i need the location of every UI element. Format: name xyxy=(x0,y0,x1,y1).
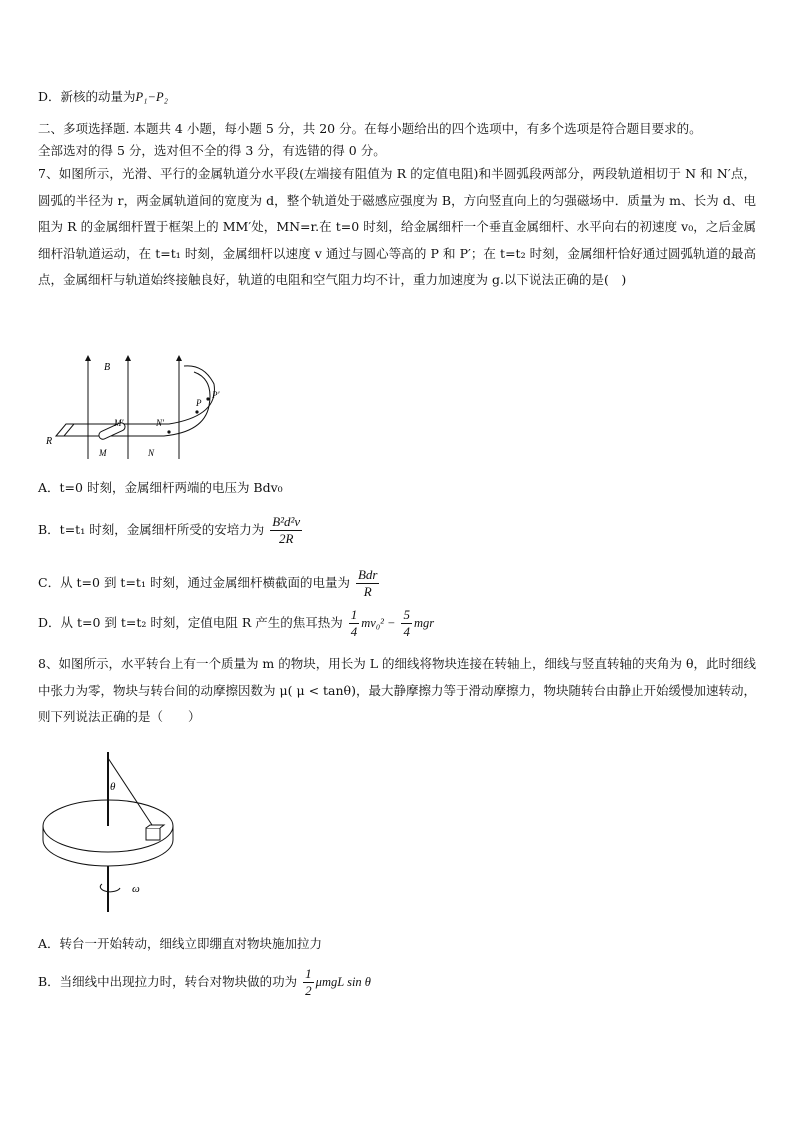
q8-option-b xyxy=(38,966,371,999)
q7-figure xyxy=(44,354,244,466)
q7-stem: 7、如图所示，光滑、平行的金属轨道分水平段(左端接有阻值为 R 的定值电阻)和半圆弧段两部分，两段轨道相切于 N 和 N′点，圆弧的半径为 r，两金属轨道间的宽度为 d，整个轨道处于磁感应强度为 B，方向竖直向上的匀强磁场中．质量为 m、长为 d、电阻为 R 的金属细杆置于框架上的 MM′处，MN=r.在 t=0 时刻，给金属细杆一个垂直金属细杆、水平向右的初速度 v₀，之后金属细杆沿轨道运动，在 t=t₁ 时刻，金属细杆以速度 v 通过与圆心等高的 P 和 P′；在 t=t₂ 时刻，金属细杆恰好通过圆弧轨道的最高点，金属细杆与轨道始终接触良好，轨道的电阻和空气阻力均不计，重力加速度为 g.以下说法正确的是( ) xyxy=(38,166,756,287)
point-p xyxy=(195,410,198,413)
label-theta: θ xyxy=(110,781,116,793)
q8-option-b-num: 1 xyxy=(305,966,312,981)
q7-option-b-text: B．t=t₁ 时刻，金属细杆所受的安培力为 xyxy=(38,522,265,537)
q8-option-b-end: μmgL sin θ xyxy=(315,975,371,989)
q7-option-c-num: Bdr xyxy=(357,567,378,582)
q7-option-c-den: R xyxy=(363,584,372,599)
q7-option-b-den: 2R xyxy=(278,531,294,546)
section2-line2: 全部选对的得 5 分，选对但不全的得 3 分，有选错的得 0 分。 xyxy=(38,143,386,158)
q7-option-c-fraction xyxy=(356,567,380,600)
q7-option-d-f1-den: 4 xyxy=(350,624,358,639)
q8-figure xyxy=(40,748,190,916)
q7-option-d-f2-num: 5 xyxy=(403,607,410,622)
q8-option-b-den: 2 xyxy=(305,983,312,998)
label-m-prime: M′ xyxy=(114,418,124,428)
option-d-label: D．新核的动量为 xyxy=(38,89,136,104)
label-r: R xyxy=(46,436,53,447)
label-p: P xyxy=(196,398,202,408)
q7-option-d-frac2 xyxy=(401,607,412,640)
option-d-expr: P₁−P₂ xyxy=(135,90,168,104)
q8-option-a: A．转台一开始转动，细线立即绷直对物块施加拉力 xyxy=(38,936,323,951)
block-top xyxy=(146,825,164,828)
q7-option-d-mid: mv₀² − xyxy=(361,616,396,630)
q7-option-d xyxy=(38,607,434,640)
q7-option-a: A．t=0 时刻，金属细杆两端的电压为 Bdv₀ xyxy=(38,480,283,495)
q7-option-d-text: D．从 t=0 到 t=t₂ 时刻，定值电阻 R 产生的焦耳热为 xyxy=(38,615,343,630)
label-m: M xyxy=(99,448,107,458)
resistor xyxy=(56,424,74,436)
point-p-prime xyxy=(206,397,209,400)
q8-stem: 8、如图所示，水平转台上有一个质量为 m 的物块，用长为 L 的细线将物块连接在转轴上，细线与竖直转轴的夹角为 θ，此时细线中张力为零，物块与转台间的动摩擦因数为 μ( μ < tanθ)，最大静摩擦力等于滑动摩擦力，物块随转台由静止开始缓慢加速转动，则下列说法正确的是（ ） xyxy=(38,656,757,724)
q7-option-d-f1-num: 1 xyxy=(350,607,358,622)
q7-option-b-num: B²d²v xyxy=(272,514,301,529)
omega-arrow xyxy=(100,884,120,892)
label-omega: ω xyxy=(132,883,140,895)
label-b: B xyxy=(104,362,111,373)
point-n xyxy=(167,430,170,433)
q7-option-c xyxy=(38,567,381,600)
q7-option-d-f2-den: 4 xyxy=(403,624,410,639)
label-p-prime: P′ xyxy=(212,390,220,400)
block xyxy=(146,828,160,840)
label-n-prime: N′ xyxy=(156,418,164,428)
q8-option-b-text: B．当细线中出现拉力时，转台对物块做的功为 xyxy=(38,974,298,989)
q7-option-b-fraction xyxy=(270,514,302,547)
section2-line1: 二、多项选择题. 本题共 4 小题，每小题 5 分，共 20 分。在每小题给出的四个选项中，有多个选项是符合题目要求的。 xyxy=(38,121,702,136)
option-d-prev xyxy=(38,88,168,106)
q7-option-d-frac1 xyxy=(349,607,360,640)
rail-front xyxy=(56,372,210,436)
label-n: N xyxy=(148,448,155,458)
q8-option-b-fraction xyxy=(303,966,314,999)
q7-option-c-text: C．从 t=0 到 t=t₁ 时刻，通过金属细杆横截面的电量为 xyxy=(38,575,350,590)
q7-option-b xyxy=(38,514,304,547)
q7-option-d-end: mgr xyxy=(413,616,435,630)
